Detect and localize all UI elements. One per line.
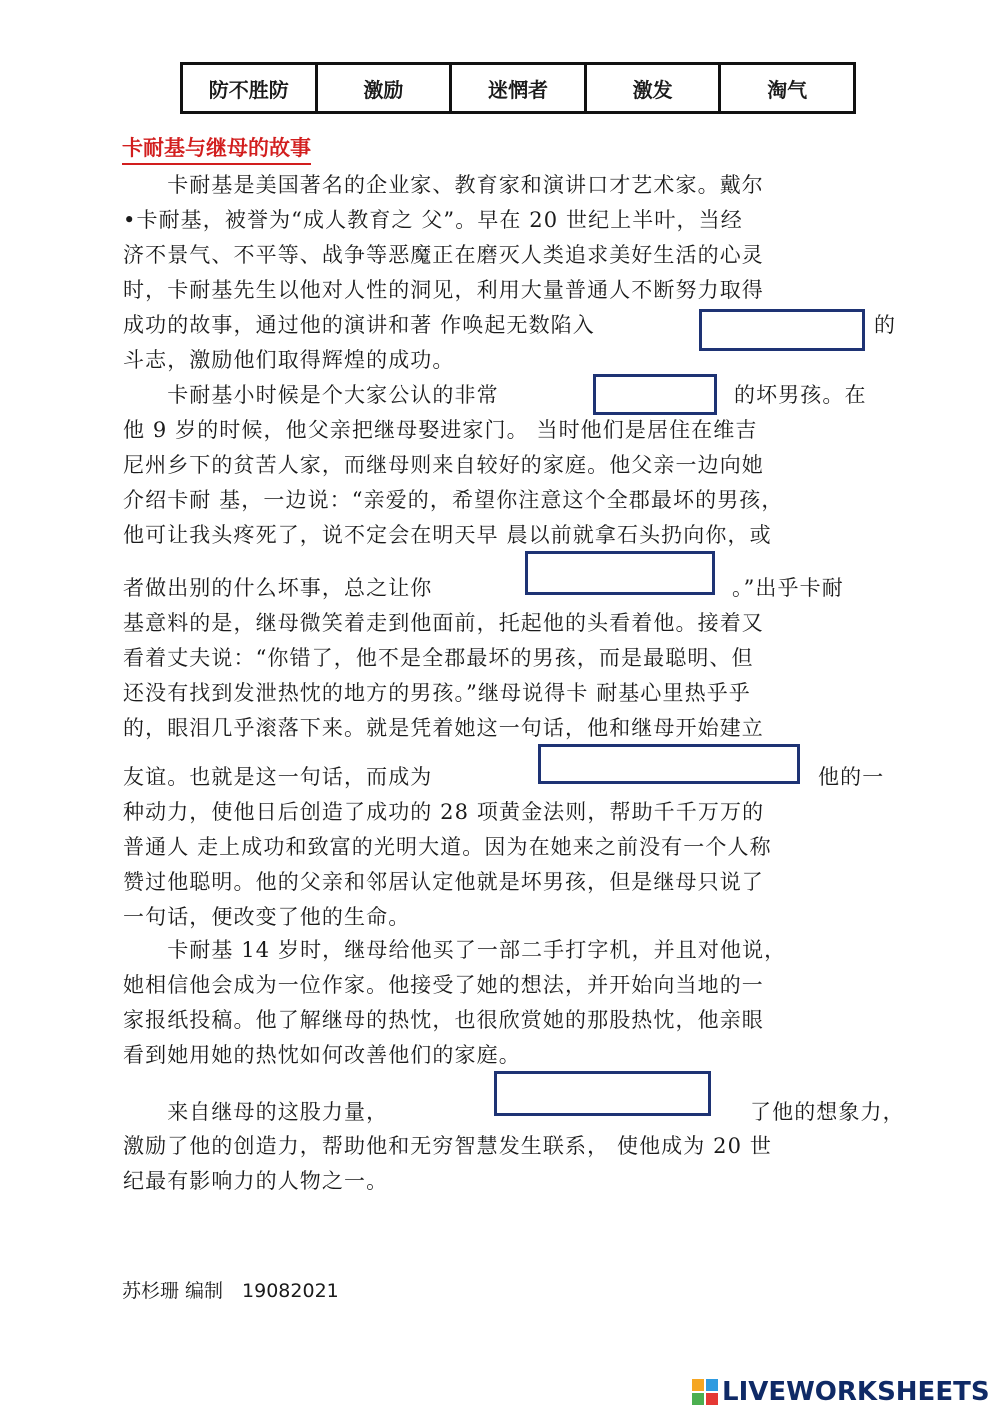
word-bank-item: 激励 <box>316 64 451 113</box>
text-line-tail: 他的一 <box>818 765 885 789</box>
story-title: 卡耐基与继母的故事 <box>122 134 311 165</box>
text-line: 纪最有影响力的人物之一。 <box>123 1169 389 1193</box>
answer-blank-2[interactable] <box>593 374 717 415</box>
text-line: 种动力，使他日后创造了成功的 28 项黄金法则，帮助千千万万的 <box>123 800 765 824</box>
text-line: 还没有找到发泄热忱的地方的男孩。”继母说得卡 耐基心里热乎乎 <box>123 681 751 705</box>
word-bank-item: 激发 <box>585 64 720 113</box>
text-line: 介绍卡耐 基，一边说：“亲爱的，希望你注意这个全郡最坏的男孩， <box>123 488 784 512</box>
text-line: 看着丈夫说：“你错了，他不是全郡最坏的男孩，而是最聪明、但 <box>123 646 754 670</box>
text-line: 她相信他会成为一位作家。他接受了她的想法，并开始向当地的一 <box>123 973 764 997</box>
text-line-tail: 。”出乎卡耐 <box>732 576 844 600</box>
text-line: 他可让我头疼死了，说不定会在明天早 晨以前就拿石头扔向你，或 <box>123 523 772 547</box>
answer-blank-3[interactable] <box>525 551 715 595</box>
answer-blank-4[interactable] <box>538 744 800 784</box>
text-line: 友谊。也就是这一句话，而成为 <box>123 765 433 789</box>
word-bank-item: 迷惘者 <box>451 64 586 113</box>
word-bank-item: 防不胜防 <box>182 64 317 113</box>
answer-blank-5[interactable] <box>494 1071 711 1116</box>
text-line: 来自继母的这股力量， <box>123 1100 389 1124</box>
text-line-tail: 了他的想象力， <box>750 1100 905 1124</box>
text-line: 赞过他聪明。他的父亲和邻居认定他就是坏男孩，但是继母只说了 <box>123 870 764 894</box>
text-line: 卡耐基 14 岁时，继母给他买了一部二手打字机，并且对他说， <box>123 938 787 962</box>
text-line: 卡耐基是美国著名的企业家、教育家和演讲口才艺术家。戴尔 <box>123 173 764 197</box>
text-line: 家报纸投稿。他了解继母的热忱，也很欣赏她的那股热忱，他亲眼 <box>123 1008 764 1032</box>
text-line: 济不景气、不平等、战争等恶魔正在磨灭人类追求美好生活的心灵 <box>123 243 764 267</box>
text-line: 一句话，便改变了他的生命。 <box>123 905 411 929</box>
text-line: 成功的故事，通过他的演讲和著 作唤起无数陷入 <box>123 313 595 337</box>
text-line: 看到她用她的热忱如何改善他们的家庭。 <box>123 1043 521 1067</box>
text-line: 激励了他的创造力，帮助他和无穷智慧发生联系， 使他成为 20 世 <box>123 1134 772 1158</box>
word-bank-item: 淘气 <box>720 64 855 113</box>
liveworksheets-mark-icon <box>690 1377 720 1407</box>
text-line: 基意料的是，继母微笑着走到他面前，托起他的头看着他。接着又 <box>123 611 764 635</box>
answer-blank-1[interactable] <box>699 309 865 351</box>
text-line-tail: 的坏男孩。在 <box>734 383 867 407</box>
text-line: 卡耐基小时候是个大家公认的非常 <box>123 383 499 407</box>
text-line: 他 9 岁的时候，他父亲把继母娶进家门。 当时他们是居住在维吉 <box>123 418 758 442</box>
text-line: 的，眼泪几乎滚落下来。就是凭着她这一句话，他和继母开始建立 <box>123 716 764 740</box>
text-line: •卡耐基，被誉为“成人教育之 父”。早在 20 世纪上半叶，当经 <box>123 208 743 232</box>
text-line: 普通人 走上成功和致富的光明大道。因为在她来之前没有一个人称 <box>123 835 772 859</box>
text-line-tail: 的 <box>874 313 897 337</box>
text-line: 斗志，激励他们取得辉煌的成功。 <box>123 348 455 372</box>
text-line: 尼州乡下的贫苦人家，而继母则来自较好的家庭。他父亲一边向她 <box>123 453 764 477</box>
text-line: 时，卡耐基先生以他对人性的洞见，利用大量普通人不断努力取得 <box>123 278 764 302</box>
word-bank-table <box>180 62 856 114</box>
author-credit: 苏杉珊 编制 19082021 <box>122 1280 339 1302</box>
liveworksheets-logo <box>690 1377 990 1407</box>
liveworksheets-wordmark: LIVEWORKSHEETS <box>722 1377 990 1407</box>
text-line: 者做出别的什么坏事，总之让你 <box>123 576 433 600</box>
